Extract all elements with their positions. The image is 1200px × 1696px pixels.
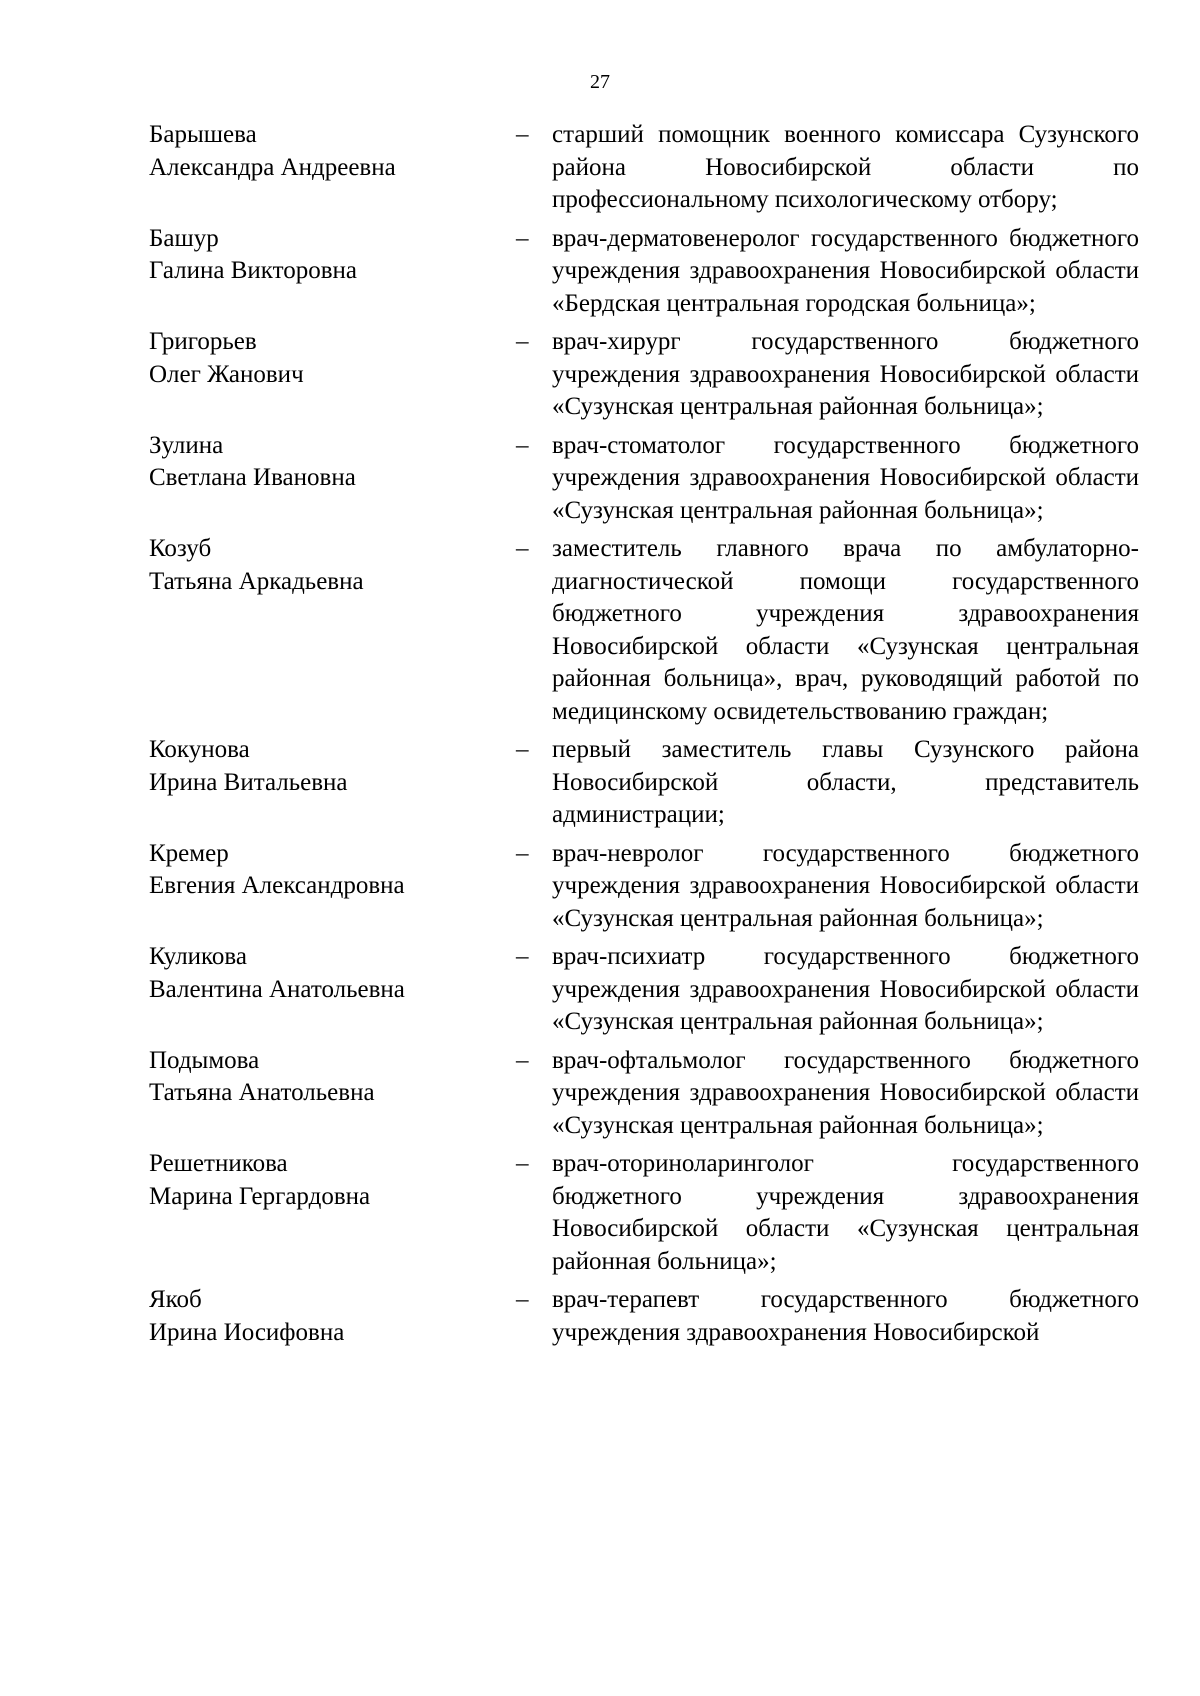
member-given-names: Ирина Иосифовна [149, 1318, 345, 1346]
dash-separator: – [516, 431, 529, 459]
member-name [149, 838, 479, 903]
member-surname: Куликова [149, 943, 247, 970]
member-name [149, 734, 479, 799]
member-entry [0, 326, 1200, 424]
dash-separator: – [516, 328, 529, 355]
member-surname: Барышева [149, 121, 257, 148]
member-entry [0, 1045, 1200, 1143]
member-entry [0, 430, 1200, 528]
member-name [149, 1284, 479, 1349]
member-entry [0, 941, 1200, 1039]
member-name [149, 223, 479, 288]
dash-separator: – [516, 736, 529, 763]
member-surname: Подымова [149, 1046, 260, 1074]
member-role: врач-стоматолог государственного бюджетного учреждения здравоохранения Новосибирской области «Сузунская центральная районная больница»; [552, 431, 1139, 524]
member-role: первый заместитель главы Сузунского района Новосибирской области, представитель администрации; [552, 736, 1139, 828]
dash-separator: – [516, 1150, 529, 1177]
member-surname: Зулина [149, 431, 224, 459]
member-entry [0, 1284, 1200, 1349]
member-given-names: Валентина Анатольевна [149, 975, 405, 1003]
member-name [149, 941, 479, 1006]
page-number: 27 [590, 71, 610, 93]
member-entry [0, 223, 1200, 321]
member-given-names: Татьяна Аркадьевна [149, 567, 364, 595]
member-given-names: Ирина Витальевна [149, 768, 348, 796]
dash-separator: – [516, 121, 529, 148]
member-role: врач-терапевт государственного бюджетного учреждения здравоохранения Новосибирской [552, 1286, 1139, 1346]
member-surname: Кремер [149, 839, 229, 867]
member-given-names: Александра Андреевна [149, 153, 396, 181]
member-role: врач-дерматовенеролог государственного бюджетного учреждения здравоохранения Новосибирской области «Бердская центральная городская больница»; [552, 224, 1139, 317]
dash-separator: – [516, 224, 529, 252]
dash-separator: – [516, 839, 529, 867]
member-name [149, 1148, 479, 1213]
member-entry [0, 734, 1200, 832]
dash-separator: – [516, 1046, 529, 1074]
member-role: старший помощник военного комиссара Сузунского района Новосибирской области по профессиональному психологическому отбору; [552, 121, 1139, 213]
dash-separator: – [516, 1286, 529, 1313]
member-role: врач-психиатр государственного бюджетного учреждения здравоохранения Новосибирской области «Сузунская центральная районная больница»; [552, 943, 1139, 1035]
member-role: врач-невролог государственного бюджетного учреждения здравоохранения Новосибирской области «Сузунская центральная районная больница»; [552, 839, 1139, 932]
member-surname: Григорьев [149, 328, 257, 355]
member-surname: Башур [149, 224, 219, 252]
member-name [149, 533, 479, 598]
member-given-names: Евгения Александровна [149, 872, 405, 899]
member-entry [0, 1148, 1200, 1278]
member-role: врач-хирург государственного бюджетного учреждения здравоохранения Новосибирской области «Сузунская центральная районная больница»; [552, 328, 1139, 420]
member-role: врач-офтальмолог государственного бюджетного учреждения здравоохранения Новосибирской области «Сузунская центральная районная больница»; [552, 1046, 1139, 1139]
member-name [149, 430, 479, 495]
member-role: заместитель главного врача по амбулаторно-диагностической помощи государственного бюджетного учреждения здравоохранения Новосибирской области «Сузунская центральная районная больница», врач, руководящий работой по медицинскому освидетельствованию граждан; [552, 535, 1139, 725]
member-entry [0, 119, 1200, 217]
member-given-names: Марина Гергардовна [149, 1182, 371, 1210]
member-given-names: Галина Викторовна [149, 257, 357, 284]
member-surname: Козуб [149, 535, 212, 562]
commission-member-list [0, 119, 1200, 1355]
member-entry [0, 533, 1200, 728]
member-name [149, 1045, 479, 1110]
member-name [149, 326, 479, 391]
member-given-names: Татьяна Анатольевна [149, 1079, 375, 1106]
dash-separator: – [516, 535, 529, 562]
member-role: врач-оториноларинголог государственного бюджетного учреждения здравоохранения Новосибирской области «Сузунская центральная районная больница»; [552, 1150, 1139, 1275]
member-given-names: Светлана Ивановна [149, 464, 356, 491]
member-given-names: Олег Жанович [149, 360, 304, 388]
member-name [149, 119, 479, 184]
member-surname: Кокунова [149, 736, 250, 763]
member-surname: Решетникова [149, 1150, 288, 1177]
member-surname: Якоб [149, 1286, 202, 1313]
member-entry [0, 838, 1200, 936]
dash-separator: – [516, 943, 529, 970]
